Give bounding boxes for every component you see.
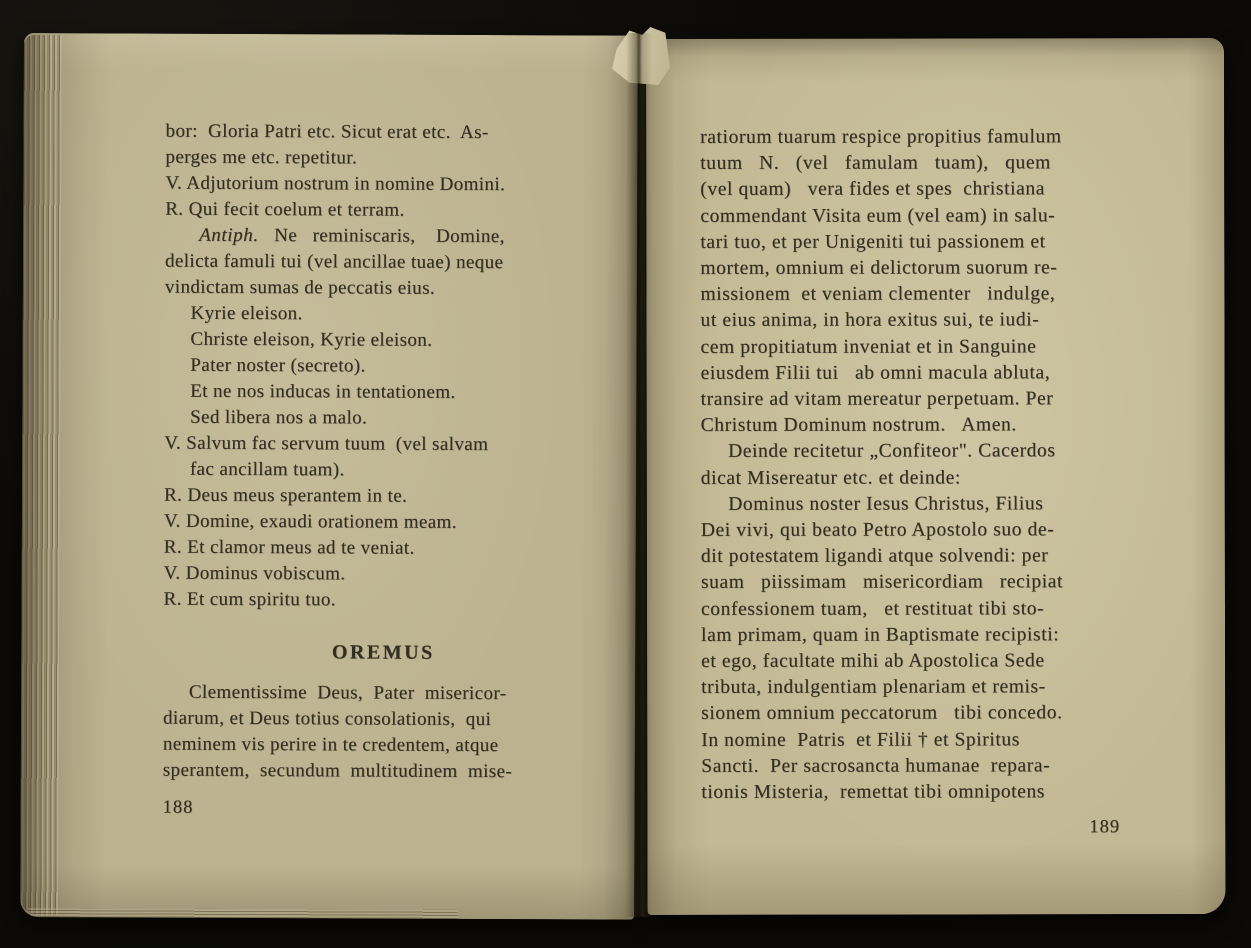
text-line: V. Salvum fac servum tuum (vel salvam (164, 432, 489, 456)
prayer-text-block (700, 124, 1177, 806)
text-line: cem propitiatum inveniat et in Sanguine (700, 335, 1037, 358)
antiphon-line (165, 223, 605, 251)
text-line: tributa, indulgentiam plenariam et remis- (701, 676, 1046, 699)
text-line: mortem, omnium ei delictorum suorum re- (700, 257, 1058, 279)
text-line: transire ad vitam mereatur perpetuam. Per (700, 388, 1054, 410)
text-line: sperantem, secundum multitudinem mise- (162, 759, 513, 783)
page-number-right: 189 (1089, 817, 1121, 838)
text-line: Pater noster (secreto). (164, 354, 366, 377)
text-line: commendant Visita eum (vel eam) in salu- (700, 204, 1056, 227)
right-page (646, 38, 1226, 915)
antiphon-text: Ne reminiscaris, Domine, (258, 225, 505, 248)
page-edge-stack-left (20, 35, 62, 915)
text-line: Sancti. Per sacrosancta humanae repara- (701, 755, 1051, 777)
text-line: et ego, facultate mihi ab Apostolica Sede (701, 650, 1045, 672)
verse-block-mid (163, 249, 605, 615)
text-line: tuum N. (vel famulam tuam), quem (700, 152, 1051, 175)
text-line: (vel quam) vera fides et spes christiana (700, 178, 1046, 201)
text-line: Clementissime Deus, Pater misericor- (163, 681, 507, 705)
text-line: neminem vis perire in te credentem, atque (162, 733, 499, 757)
text-line: ut eius anima, in hora exitus sui, te iudi- (700, 309, 1040, 332)
text-line: suam piissimam misericordiam recipiat (700, 571, 1064, 594)
right-page-text (700, 124, 1177, 806)
text-line: R. Et clamor meus ad te veniat. (163, 536, 415, 559)
antiphon-label: Antiph. (199, 224, 259, 247)
text-line: Et ne nos inducas in tentationem. (164, 380, 456, 403)
text-line: missionem et veniam clementer indulge, (700, 283, 1056, 306)
text-line: ratiorum tuarum respice propitius famulum (700, 126, 1062, 148)
text-line: bor: Gloria Patri etc. Sicut erat etc. As- (165, 120, 489, 144)
text-line: sionem omnium peccatorum tibi concedo. (701, 702, 1063, 725)
text-line: In nomine Patris et Filii † et Spiritus (701, 729, 1020, 751)
left-page (20, 33, 638, 920)
text-line: dicat Misereatur etc. et deinde: (700, 467, 961, 489)
text-line: Christum Dominum nostrum. Amen. (700, 414, 1017, 437)
text-line: Deinde recitetur „Confiteor". Cacerdos (700, 440, 1056, 463)
text-line: confessionem tuam, et restituat tibi sto- (700, 597, 1045, 620)
text-line: Kyrie eleison. (164, 302, 303, 325)
text-line: tionis Misteria, remettat tibi omnipotens (701, 781, 1045, 803)
text-line: Dei vivi, qui beato Petro Apostolo suo de- (700, 519, 1055, 541)
section-heading: OREMUS (331, 641, 435, 664)
text-line: R. Qui fecit coelum et terram. (165, 198, 405, 221)
text-line: tari tuo, et per Unigeniti tui passionem et (700, 231, 1046, 253)
prayer-paragraph (163, 680, 603, 786)
text-line: Christe eleison, Kyrie eleison. (164, 328, 433, 351)
text-line: vindictam sumas de peccatis eius. (164, 276, 436, 299)
text-line: V. Dominus vobiscum. (163, 562, 346, 585)
text-line: fac ancillam tuam). (164, 458, 345, 481)
text-line: dit potestatem ligandi atque solvendi: per (700, 545, 1049, 568)
page-edge-stack-bottom (28, 908, 458, 919)
page-number-left: 188 (162, 797, 194, 818)
gutter-crease (626, 33, 652, 917)
text-line: Sed libera nos a malo. (164, 406, 368, 429)
text-line: delicta famuli tui (vel ancillae tuae) neque (164, 250, 504, 274)
text-line: Dominus noster Iesus Christus, Filius (700, 493, 1044, 515)
text-line: perges me etc. repetitur. (165, 146, 358, 169)
text-line: diarum, et Deus totius consolationis, qui (162, 707, 492, 731)
text-line: R. Et cum spiritu tuo. (163, 588, 336, 611)
text-line: V. Domine, exaudi orationem meam. (163, 510, 457, 533)
text-line: V. Adjutorium nostrum in nomine Domini. (165, 172, 506, 196)
left-page-text (163, 119, 606, 786)
text-line: eiusdem Filii tui ab omni macula abluta, (700, 362, 1051, 384)
text-line: R. Deus meus sperantem in te. (163, 484, 408, 507)
text-line: lam primam, quam in Baptismate recipisti: (701, 624, 1060, 646)
verse-block-top (165, 119, 605, 225)
